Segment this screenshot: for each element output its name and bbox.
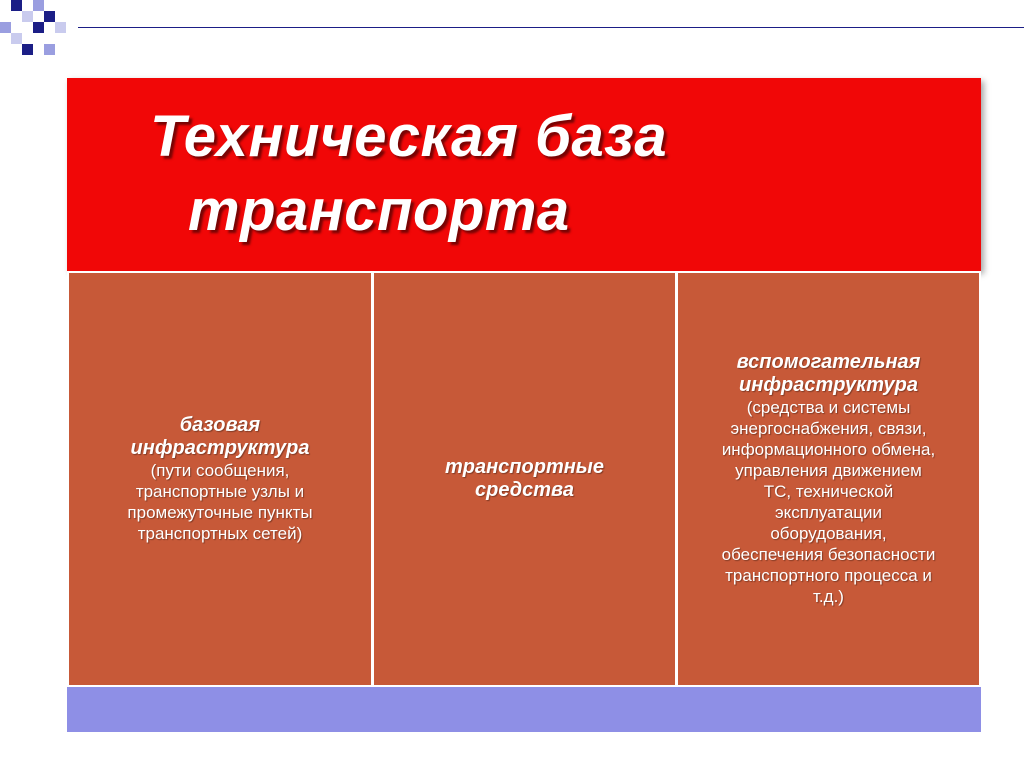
heading-line: транспортные: [444, 456, 605, 478]
corner-decoration: [0, 0, 80, 60]
heading-line: средства: [475, 479, 574, 501]
description-line: обеспечения безопасности: [721, 545, 936, 564]
categories-table: [67, 271, 981, 687]
slide-title: [150, 100, 667, 248]
description-line: управления движением: [735, 461, 922, 480]
description-line: транспортные узлы и: [135, 482, 305, 501]
footer-band: [67, 687, 981, 732]
category-heading: [131, 414, 310, 460]
heading-line: инфраструктура: [130, 437, 310, 459]
category-vehicles: [374, 273, 675, 685]
description-line: ТС, технической: [763, 482, 894, 501]
heading-line: инфраструктура: [739, 374, 918, 396]
category-heading: [445, 456, 604, 502]
description-line: информационного обмена,: [721, 440, 936, 459]
heading-line: вспомогательная: [736, 351, 921, 373]
heading-line: базовая: [179, 414, 261, 436]
slide-title-line: транспорта: [188, 178, 570, 243]
category-heading: [737, 351, 921, 397]
description-line: (средства и системы: [746, 398, 911, 417]
slide-title-line: Техническая база: [150, 104, 668, 169]
category-auxiliary-infrastructure: [678, 273, 979, 685]
category-description: [127, 460, 312, 544]
description-line: энергоснабжения, связи,: [730, 419, 927, 438]
description-line: оборудования,: [770, 524, 887, 543]
header-rule: [78, 27, 1024, 28]
description-line: (пути сообщения,: [150, 461, 290, 480]
category-description: [722, 397, 936, 607]
category-basic-infrastructure: [69, 273, 371, 685]
description-line: транспортного процесса и: [725, 566, 932, 585]
description-line: промежуточные пункты: [127, 503, 313, 522]
description-line: транспортных сетей): [137, 524, 303, 543]
description-line: т.д.): [813, 587, 844, 606]
description-line: эксплуатации: [774, 503, 883, 522]
